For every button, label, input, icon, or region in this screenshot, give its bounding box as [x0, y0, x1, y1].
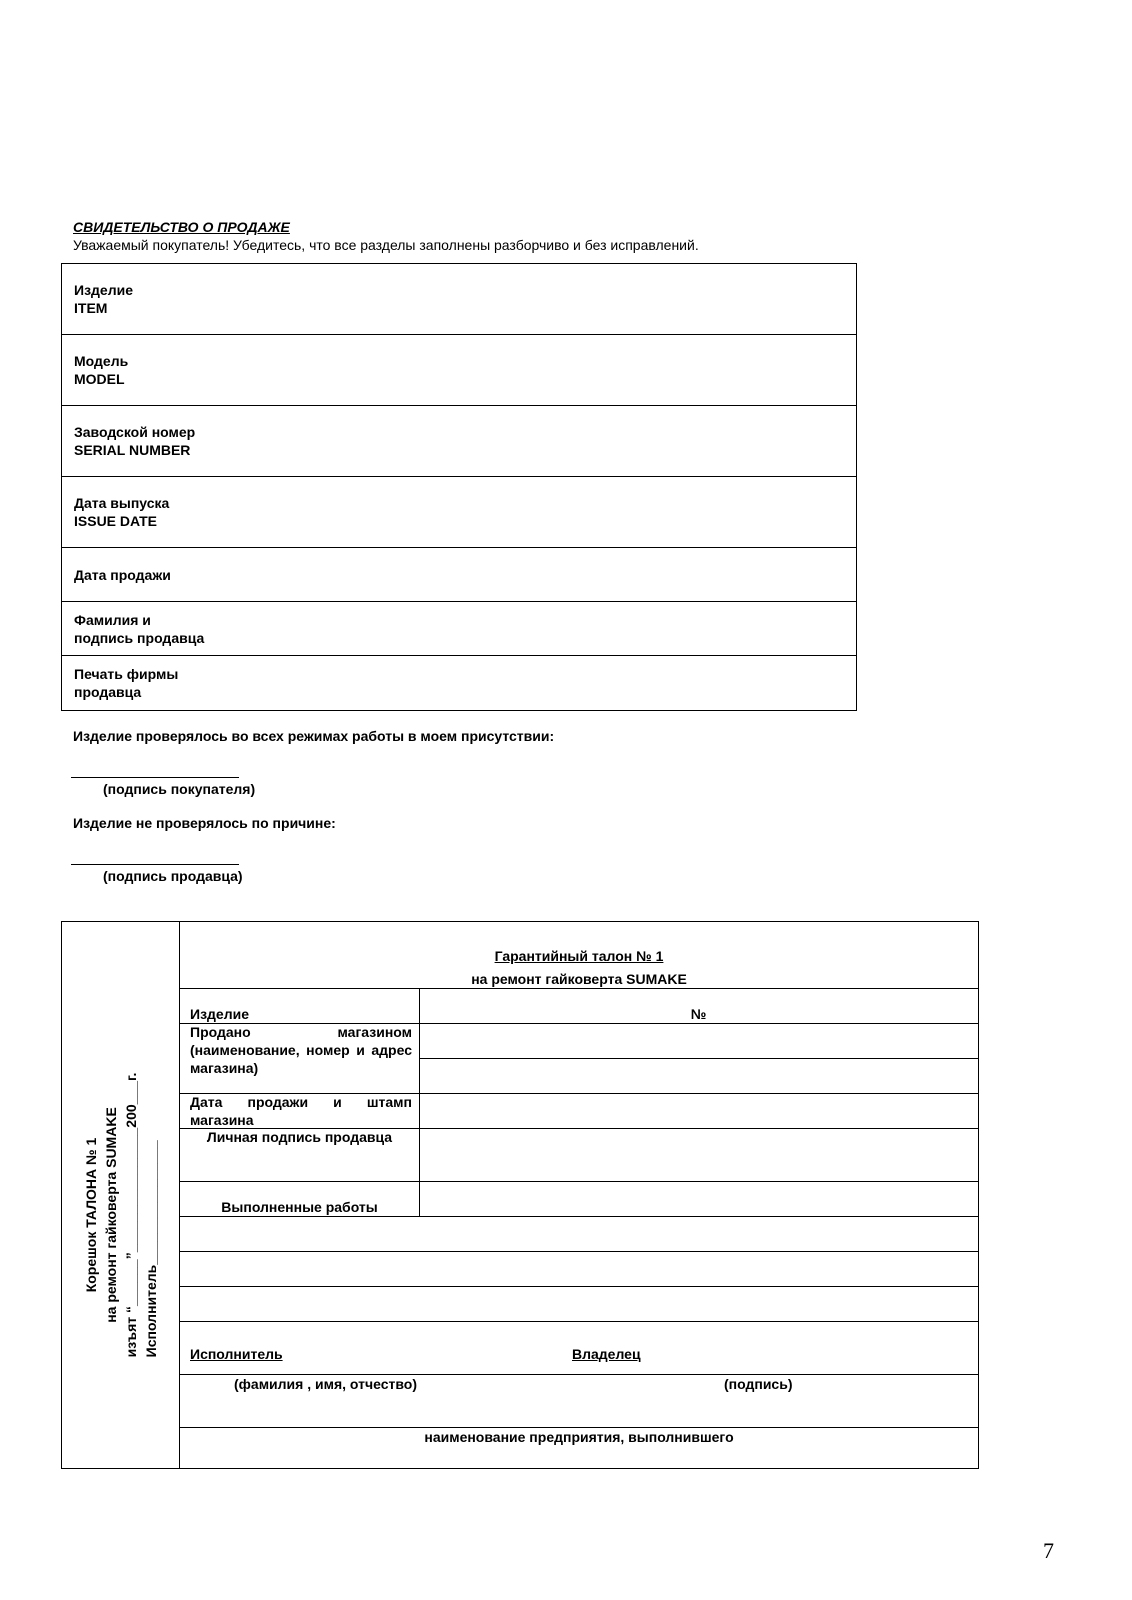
row-label-2: продавца — [74, 684, 142, 700]
row-seller-stamp[interactable] — [62, 656, 856, 710]
seller-sign-field[interactable] — [420, 1129, 978, 1181]
warranty-coupon — [61, 921, 979, 1469]
row-issue-date[interactable] — [62, 477, 856, 548]
certificate-intro: Уважаемый покупатель! Убедитесь, что все разделы заполнены разборчиво и без исправлений. — [73, 237, 699, 253]
row-label: Дата продажи — [74, 566, 171, 583]
row-model[interactable] — [62, 335, 856, 406]
works-label: Выполненные работы — [221, 1199, 378, 1215]
coupon-subtitle-text: на ремонт гайковерта SUMAKE — [471, 971, 687, 987]
row-label: Печать фирмы — [74, 666, 179, 682]
certificate-title: СВИДЕТЕЛЬСТВО О ПРОДАЖЕ — [73, 219, 290, 235]
row-label-en: SERIAL NUMBER — [74, 442, 191, 458]
row-label-2: подпись продавца — [74, 629, 205, 646]
row-label-en: ISSUE DATE — [74, 513, 157, 529]
row-label-en: MODEL — [74, 371, 125, 387]
fio-caption: (фамилия , имя, отчество) — [234, 1376, 417, 1392]
row-label: Заводской номер — [74, 424, 196, 440]
row-serial-number[interactable] — [62, 406, 856, 477]
sale-date-field[interactable] — [420, 1094, 978, 1128]
divider — [180, 1321, 978, 1322]
stub-executor[interactable]: Исполнитель________________ — [143, 1140, 159, 1358]
enterprise-caption: наименование предприятия, выполнившего — [424, 1429, 734, 1445]
stub-title: Корешок ТАЛОНА № 1 — [83, 1137, 99, 1293]
sale-info-table — [61, 263, 857, 711]
buyer-signature-line[interactable] — [71, 777, 239, 778]
number-label: № — [690, 1006, 707, 1022]
stub-subtitle: на ремонт гайковерта SUMAKE — [103, 1107, 119, 1323]
row-label-en: ITEM — [74, 300, 108, 316]
divider — [180, 1251, 978, 1252]
works-field[interactable] — [420, 1182, 978, 1216]
stub-text — [81, 1073, 161, 1358]
coupon-stub — [62, 922, 180, 1468]
divider — [180, 988, 978, 989]
row-label: Модель — [74, 353, 129, 369]
page-number: 7 — [1043, 1538, 1054, 1563]
sale-date-label: Дата продажи и штамп магазина — [190, 1094, 412, 1128]
owner-label: Владелец — [572, 1346, 641, 1362]
store-name-field[interactable] — [420, 1024, 978, 1058]
row-label: Дата выпуска — [74, 495, 170, 511]
store-address-field[interactable] — [420, 1059, 978, 1093]
seller-sign-label: Личная подпись продавца — [206, 1129, 393, 1145]
row-item[interactable] — [62, 264, 856, 335]
coupon-title: Гарантийный талон № 1 — [494, 948, 664, 964]
coupon-subtitle — [180, 970, 978, 988]
seller-signature-line[interactable] — [71, 864, 239, 865]
stub-removed-date[interactable]: изъят “______”________________200___г. — [123, 1072, 139, 1358]
row-label: Фамилия и — [74, 611, 151, 628]
executor-label: Исполнитель — [190, 1346, 283, 1362]
sold-by-label: Продано магазином (наименование, номер и адрес магазина) — [190, 1024, 412, 1076]
divider — [180, 1286, 978, 1287]
buyer-signature-caption: (подпись покупателя) — [103, 781, 256, 797]
seller-signature-caption: (подпись продавца) — [103, 868, 243, 884]
signature-caption: (подпись) — [724, 1376, 793, 1392]
not-checked-statement: Изделие не проверялось по причине: — [73, 815, 336, 831]
row-seller-name[interactable] — [62, 602, 856, 656]
row-label: Изделие — [74, 282, 133, 298]
item-label: Изделие — [190, 1006, 249, 1022]
divider — [180, 1216, 978, 1217]
row-sale-date[interactable] — [62, 548, 856, 602]
checked-statement: Изделие проверялось во всех режимах работы в моем присутствии: — [73, 728, 555, 744]
